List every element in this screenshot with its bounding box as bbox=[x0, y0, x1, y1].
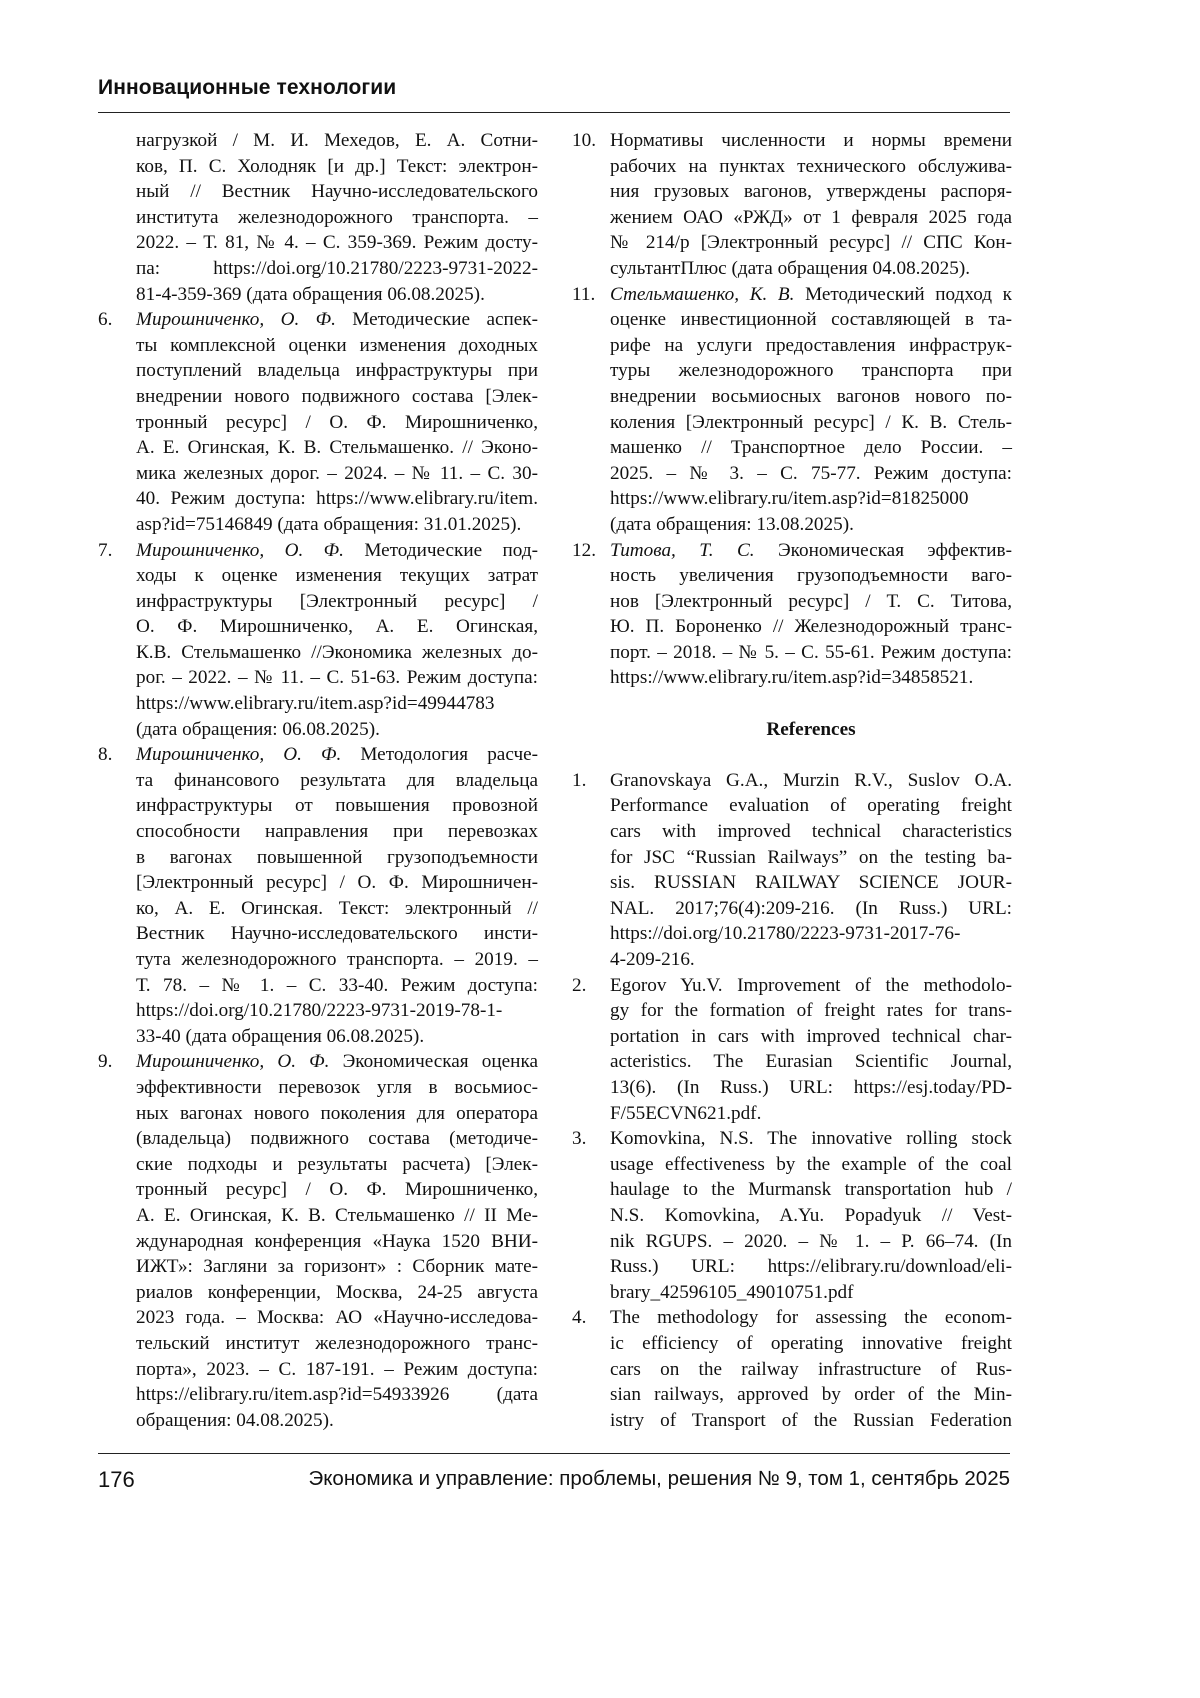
reference-line: тронный ресурс] / О. Ф. Мирошниченко, bbox=[136, 1177, 538, 1203]
reference-line: инфраструктуры от повышения провозной bbox=[136, 793, 538, 819]
reference-line: acteristics. The Eurasian Scientific Journal, bbox=[610, 1049, 1012, 1075]
reference-line: риалов конференции, Москва, 24-25 августа bbox=[136, 1280, 538, 1306]
reference-line: рог. – 2022. – № 11. – С. 51-63. Режим доступа: bbox=[136, 665, 538, 691]
reference-item bbox=[572, 538, 1012, 692]
reference-line: https://www.elibrary.ru/item.asp?id=81825000 bbox=[610, 486, 1012, 512]
reference-line: обращения: 04.08.2025). bbox=[136, 1408, 538, 1434]
reference-line: asp?id=75146849 (дата обращения: 31.01.2025). bbox=[136, 512, 538, 538]
reference-text: Методические аспек- bbox=[352, 309, 538, 330]
reference-item bbox=[572, 768, 1012, 973]
reference-number: 7. bbox=[98, 538, 112, 564]
reference-line: 4-209-216. bbox=[610, 947, 1012, 973]
reference-line: ходы к оценке изменения текущих затрат bbox=[136, 563, 538, 589]
reference-line: istry of Transport of the Russian Federation bbox=[610, 1408, 1012, 1434]
reference-number: 4. bbox=[572, 1305, 586, 1331]
reference-line: 33-40 (дата обращения 06.08.2025). bbox=[136, 1024, 538, 1050]
reference-line: ИЖТ»: Загляни за горизонт» : Сборник мате- bbox=[136, 1254, 538, 1280]
reference-author: Стельмашенко, К. В. bbox=[610, 284, 794, 305]
reference-number: 6. bbox=[98, 307, 112, 333]
reference-line bbox=[610, 282, 1012, 308]
reference-line: (дата обращения: 06.08.2025). bbox=[136, 717, 538, 743]
reference-line: [Электронный ресурс] / О. Ф. Мирошничен- bbox=[136, 870, 538, 896]
reference-line: usage effectiveness by the example of the coal bbox=[610, 1152, 1012, 1178]
reference-line: А. Е. Огинская, К. В. Стельмашенко // II Ме- bbox=[136, 1203, 538, 1229]
reference-line bbox=[136, 538, 538, 564]
reference-line bbox=[136, 307, 538, 333]
reference-number: 1. bbox=[572, 768, 586, 794]
reference-author: Мирошниченко, О. Ф. bbox=[136, 309, 336, 330]
reference-line: F/55ECVN621.pdf. bbox=[610, 1101, 1012, 1127]
reference-line: The methodology for assessing the econom- bbox=[610, 1305, 1012, 1331]
reference-item bbox=[98, 1049, 538, 1433]
references-heading: References bbox=[572, 717, 1012, 743]
reference-item bbox=[572, 1305, 1012, 1433]
reference-line: 13(6). (In Russ.) URL: https://esj.today/PD- bbox=[610, 1075, 1012, 1101]
reference-line: sian railways, approved by order of the Min- bbox=[610, 1382, 1012, 1408]
reference-line: https://www.elibrary.ru/item.asp?id=34858521. bbox=[610, 665, 1012, 691]
reference-number: 8. bbox=[98, 742, 112, 768]
reference-line: ские подходы и результаты расчета) [Элек- bbox=[136, 1152, 538, 1178]
reference-line: порта», 2023. – С. 187-191. – Режим доступа: bbox=[136, 1357, 538, 1383]
reference-number: 10. bbox=[572, 128, 596, 154]
reference-line: внедрении восьмиосных вагонов нового по- bbox=[610, 384, 1012, 410]
reference-line: N.S. Komovkina, A.Yu. Popadyuk // Vest- bbox=[610, 1203, 1012, 1229]
reference-line: https://www.elibrary.ru/item.asp?id=49944783 bbox=[136, 691, 538, 717]
reference-line bbox=[136, 742, 538, 768]
reference-line: Komovkina, N.S. The innovative rolling stock bbox=[610, 1126, 1012, 1152]
reference-line: https://doi.org/10.21780/2223-9731-2019-78-1- bbox=[136, 998, 538, 1024]
reference-item bbox=[98, 742, 538, 1049]
reference-line: коления [Электронный ресурс] / К. В. Стель- bbox=[610, 410, 1012, 436]
reference-line: оценке инвестиционной составляющей в та- bbox=[610, 307, 1012, 333]
reference-number: 2. bbox=[572, 973, 586, 999]
reference-line: for JSC “Russian Railways” on the testing ba- bbox=[610, 845, 1012, 871]
right-column bbox=[572, 128, 1012, 1433]
reference-line: № 214/р [Электронный ресурс] // СПС Кон- bbox=[610, 230, 1012, 256]
reference-line: (дата обращения: 13.08.2025). bbox=[610, 512, 1012, 538]
reference-line: ный // Вестник Научно-исследовательского bbox=[136, 179, 538, 205]
reference-item bbox=[572, 282, 1012, 538]
reference-line: внедрении нового подвижного состава [Элек- bbox=[136, 384, 538, 410]
reference-line: 81-4-359-369 (дата обращения 06.08.2025). bbox=[136, 282, 538, 308]
reference-line: ность увеличения грузоподъемности ваго- bbox=[610, 563, 1012, 589]
reference-line: nik RGUPS. – 2020. – № 1. – P. 66–74. (In bbox=[610, 1229, 1012, 1255]
reference-line: 2025. – № 3. – С. 75-77. Режим доступа: bbox=[610, 461, 1012, 487]
reference-item bbox=[98, 538, 538, 743]
reference-line: та финансового результата для владельца bbox=[136, 768, 538, 794]
footer-rule bbox=[98, 1453, 1010, 1454]
reference-line: нагрузкой / М. И. Мехедов, Е. А. Сотни- bbox=[136, 128, 538, 154]
reference-line: 2022. – Т. 81, № 4. – С. 359-369. Режим досту- bbox=[136, 230, 538, 256]
reference-text: Методический подход к bbox=[805, 284, 1012, 305]
reference-line: Нормативы численности и нормы времени bbox=[610, 128, 1012, 154]
reference-text: Экономическая эффектив- bbox=[778, 540, 1012, 561]
reference-line: инфраструктуры [Электронный ресурс] / bbox=[136, 589, 538, 615]
reference-line: ния грузовых вагонов, утверждены распоря- bbox=[610, 179, 1012, 205]
reference-line: тута железнодорожного транспорта. – 2019. – bbox=[136, 947, 538, 973]
reference-line: рабочих на пунктах технического обслужива- bbox=[610, 154, 1012, 180]
reference-line: машенко // Транспортное дело России. – bbox=[610, 435, 1012, 461]
reference-line: Granovskaya G.A., Murzin R.V., Suslov O.A. bbox=[610, 768, 1012, 794]
page-number: 176 bbox=[98, 1467, 135, 1493]
reference-number: 12. bbox=[572, 538, 596, 564]
reference-line: NAL. 2017;76(4):209-216. (In Russ.) URL: bbox=[610, 896, 1012, 922]
reference-line: Performance evaluation of operating freight bbox=[610, 793, 1012, 819]
reference-line: способности направления при перевозках bbox=[136, 819, 538, 845]
left-column bbox=[98, 128, 538, 1433]
reference-line: тельский институт железнодорожного транс- bbox=[136, 1331, 538, 1357]
reference-line bbox=[136, 1049, 538, 1075]
reference-line: https://doi.org/10.21780/2223-9731-2017-76- bbox=[610, 921, 1012, 947]
reference-line: gy for the formation of freight rates for trans- bbox=[610, 998, 1012, 1024]
reference-line: сультантПлюс (дата обращения 04.08.2025). bbox=[610, 256, 1012, 282]
reference-line: рифе на услуги предоставления инфраструк- bbox=[610, 333, 1012, 359]
reference-author: Мирошниченко, О. Ф. bbox=[136, 1051, 329, 1072]
header-rule bbox=[98, 112, 1010, 113]
reference-line: cars with improved technical characteristics bbox=[610, 819, 1012, 845]
reference-line: 2023 года. – Москва: АО «Научно-исследова- bbox=[136, 1305, 538, 1331]
reference-author: Мирошниченко, О. Ф. bbox=[136, 744, 341, 765]
reference-line: cars on the railway infrastructure of Rus- bbox=[610, 1357, 1012, 1383]
reference-line: ных вагонах нового поколения для оператора bbox=[136, 1101, 538, 1127]
reference-line: Вестник Научно-исследовательского инсти- bbox=[136, 921, 538, 947]
reference-line: К.В. Стельмашенко //Экономика железных до- bbox=[136, 640, 538, 666]
reference-item bbox=[572, 1126, 1012, 1305]
reference-line: жением ОАО «РЖД» от 1 февраля 2025 года bbox=[610, 205, 1012, 231]
reference-line: туры железнодорожного транспорта при bbox=[610, 358, 1012, 384]
reference-line: ков, П. С. Холодняк [и др.] Текст: электрон- bbox=[136, 154, 538, 180]
reference-line: института железнодорожного транспорта. – bbox=[136, 205, 538, 231]
reference-line: brary_42596105_49010751.pdf bbox=[610, 1280, 1012, 1306]
reference-line: ты комплексной оценки изменения доходных bbox=[136, 333, 538, 359]
reference-number: 11. bbox=[572, 282, 595, 308]
reference-line: haulage to the Murmansk transportation hub / bbox=[610, 1177, 1012, 1203]
reference-item bbox=[572, 973, 1012, 1127]
reference-number: 9. bbox=[98, 1049, 112, 1075]
reference-line: ic efficiency of operating innovative freight bbox=[610, 1331, 1012, 1357]
reference-line: portation in cars with improved technical char- bbox=[610, 1024, 1012, 1050]
reference-text: Экономическая оценка bbox=[343, 1051, 538, 1072]
reference-line: Ю. П. Бороненко // Железнодорожный транс- bbox=[610, 614, 1012, 640]
journal-footer: Экономика и управление: проблемы, решения № 9, том 1, сентябрь 2025 bbox=[309, 1467, 1011, 1491]
reference-number: 3. bbox=[572, 1126, 586, 1152]
reference-line: А. Е. Огинская, К. В. Стельмашенко. // Эконо- bbox=[136, 435, 538, 461]
reference-line: (владельца) подвижного состава (методиче- bbox=[136, 1126, 538, 1152]
reference-line: эффективности перевозок угля в восьмиос- bbox=[136, 1075, 538, 1101]
reference-line: Т. 78. – № 1. – С. 33-40. Режим доступа: bbox=[136, 973, 538, 999]
reference-text: Методология расче- bbox=[360, 744, 538, 765]
reference-line: па: https://doi.org/10.21780/2223-9731-2022- bbox=[136, 256, 538, 282]
reference-line: поступлений владельца инфраструктуры при bbox=[136, 358, 538, 384]
reference-line: Russ.) URL: https://elibrary.ru/download/eli- bbox=[610, 1254, 1012, 1280]
reference-line: ждународная конференция «Наука 1520 ВНИ- bbox=[136, 1229, 538, 1255]
reference-line: 40. Режим доступа: https://www.elibrary.ru/item. bbox=[136, 486, 538, 512]
reference-line: порт. – 2018. – № 5. – С. 55-61. Режим доступа: bbox=[610, 640, 1012, 666]
reference-line: в вагонах повышенной грузоподъемности bbox=[136, 845, 538, 871]
reference-item bbox=[572, 128, 1012, 282]
reference-text: Методические под- bbox=[364, 540, 538, 561]
reference-line bbox=[610, 538, 1012, 564]
reference-item bbox=[98, 307, 538, 537]
reference-author: Титова, Т. С. bbox=[610, 540, 755, 561]
reference-author: Мирошниченко, О. Ф. bbox=[136, 540, 344, 561]
reference-item bbox=[98, 128, 538, 307]
reference-line: https://elibrary.ru/item.asp?id=54933926 (дата bbox=[136, 1382, 538, 1408]
reference-line: sis. RUSSIAN RAILWAY SCIENCE JOUR- bbox=[610, 870, 1012, 896]
reference-line: О. Ф. Мирошниченко, А. Е. Огинская, bbox=[136, 614, 538, 640]
reference-line: Egorov Yu.V. Improvement of the methodolo- bbox=[610, 973, 1012, 999]
reference-line: нов [Электронный ресурс] / Т. С. Титова, bbox=[610, 589, 1012, 615]
reference-line: мика железных дорог. – 2024. – № 11. – С. 30- bbox=[136, 461, 538, 487]
reference-line: тронный ресурс] / О. Ф. Мирошниченко, bbox=[136, 410, 538, 436]
reference-line: ко, А. Е. Огинская. Текст: электронный // bbox=[136, 896, 538, 922]
running-header: Инновационные технологии bbox=[98, 76, 396, 100]
